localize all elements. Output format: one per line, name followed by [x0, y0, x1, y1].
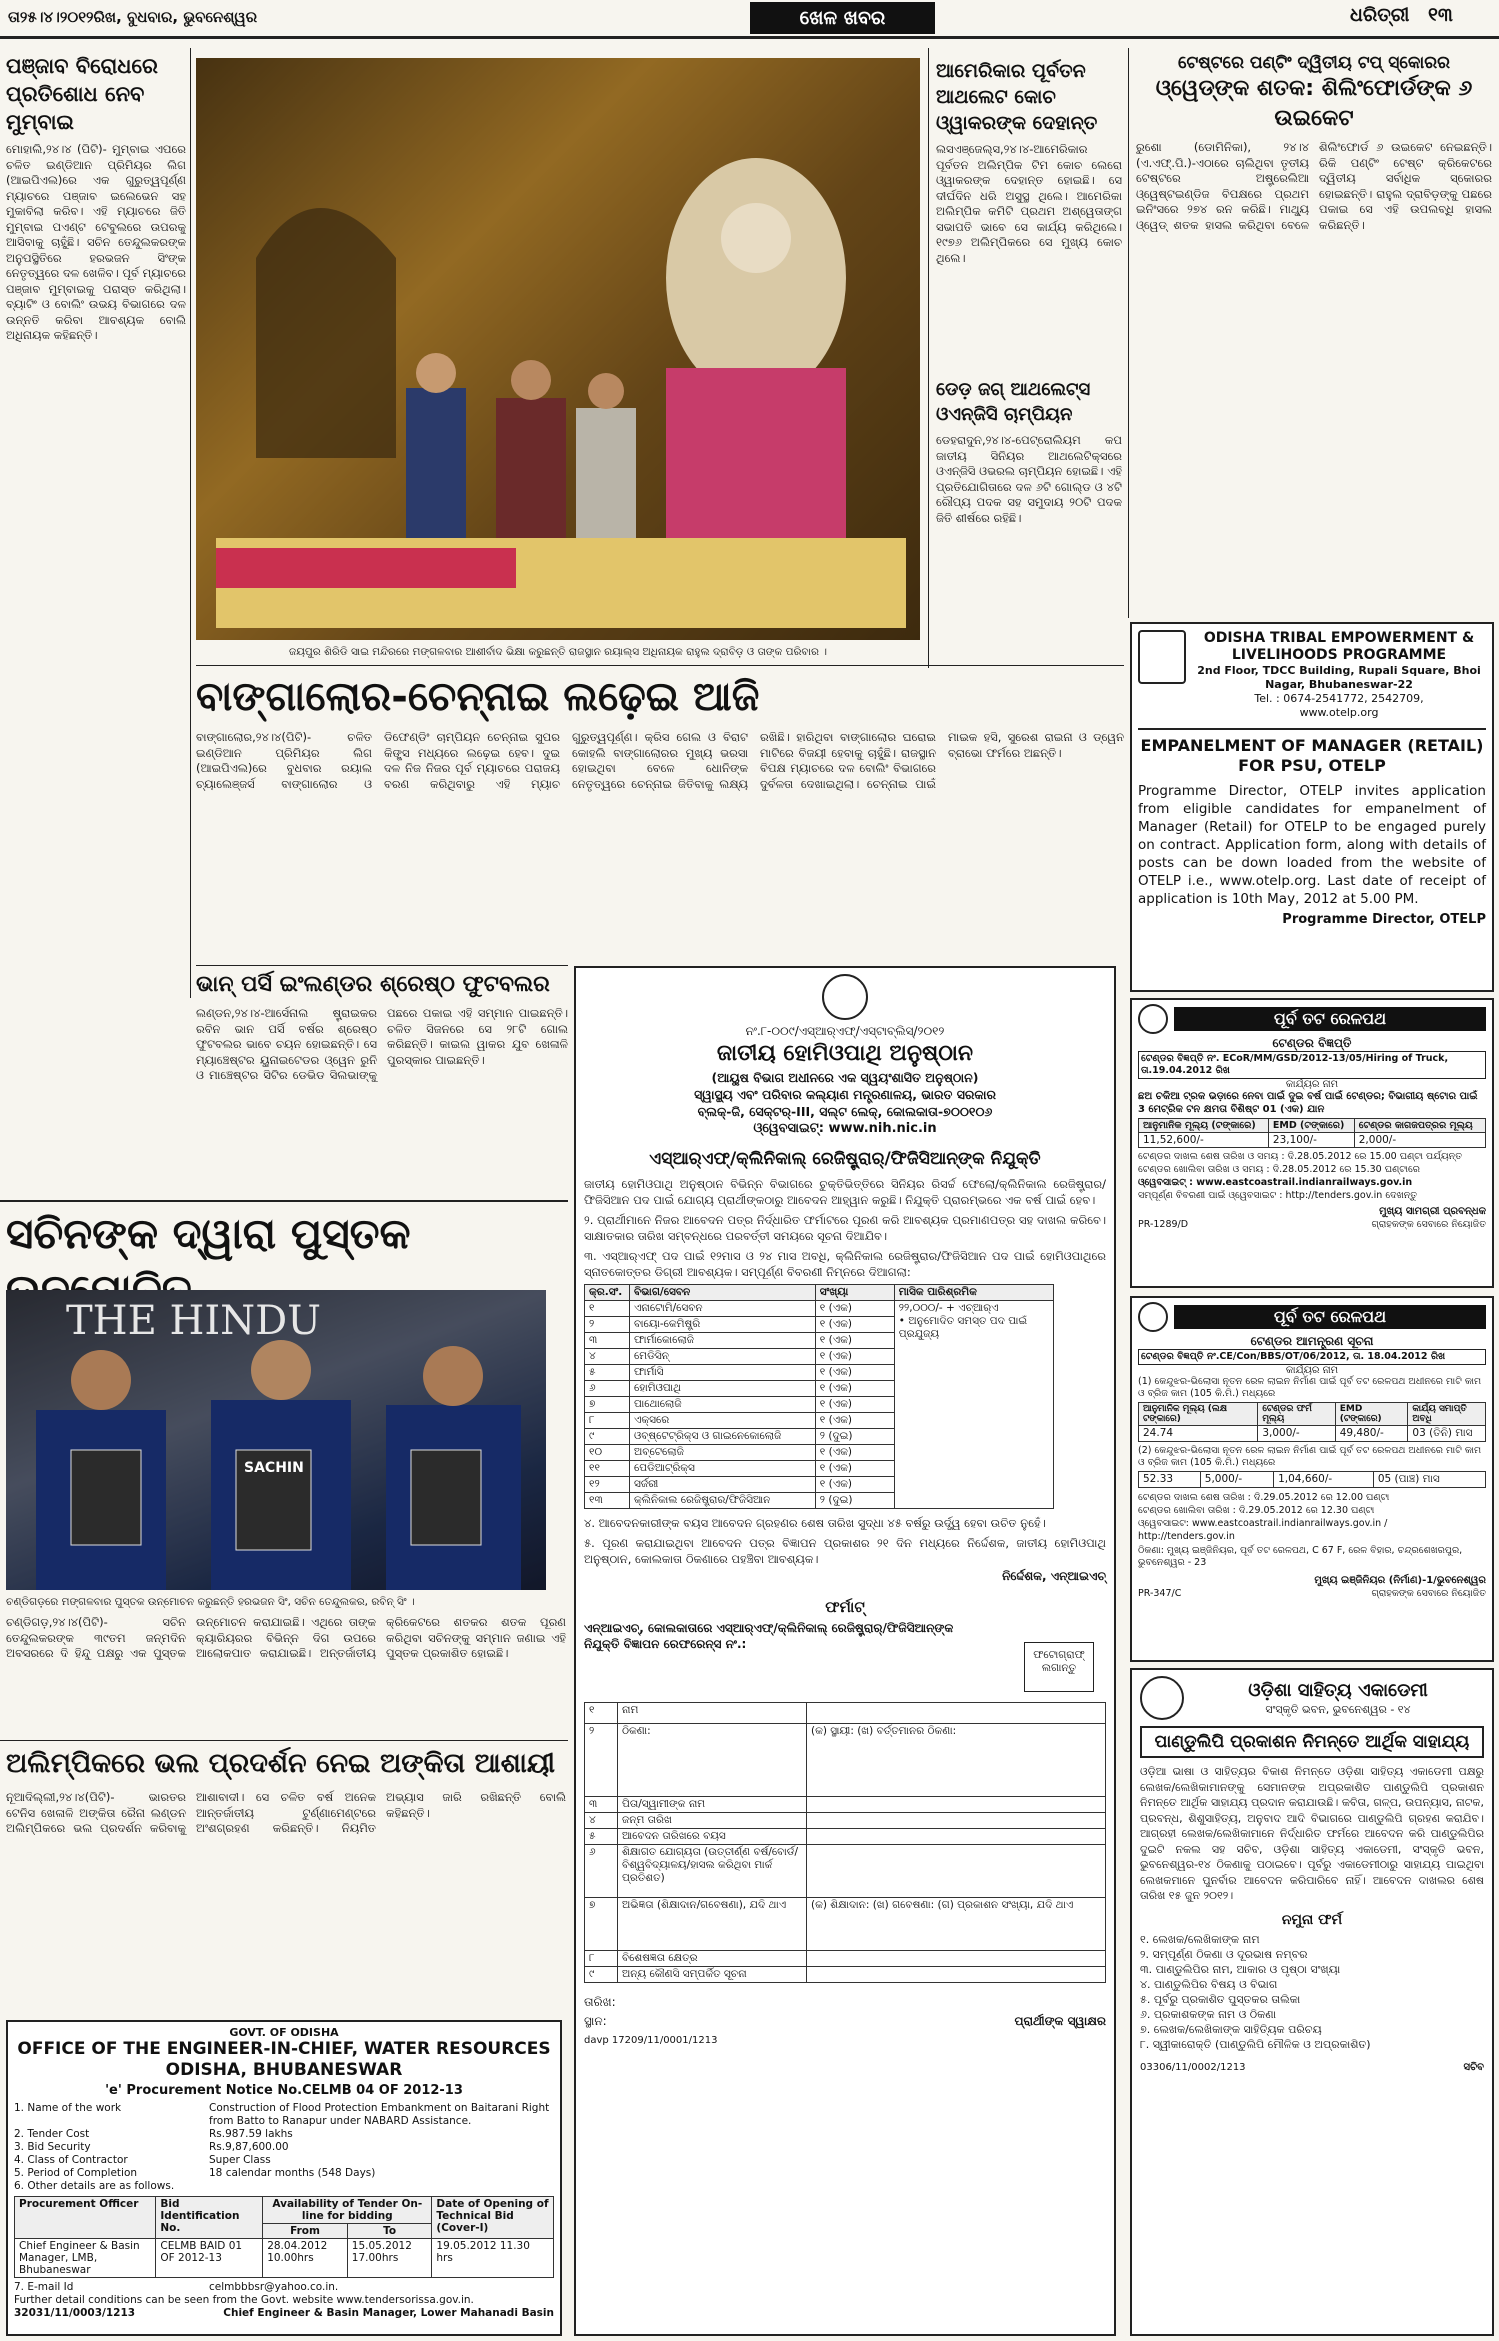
list-item: ୪. ପାଣ୍ଡୁଲିପିର ବିଷୟ ଓ ବିଭାଗ [1140, 1977, 1278, 1991]
nih-td: ଏନାଟୋମି/ସେବନ [630, 1301, 816, 1317]
nih-td: ମେଡିସିନ୍ [630, 1349, 816, 1365]
nih-para4: ୪. ଆବେଦନକାରୀଙ୍କ ବୟସ ଆବେଦନ ଗ୍ରହଣର ଶେଷ ତାରିଖ ସୁଦ୍ଧା ୪୫ ବର୍ଷରୁ ଉର୍ଦ୍ଧ୍ୱ ହେବା ଉଚିତ ନୁହେଁ। [584, 1516, 1046, 1530]
nih-td: ୨ (ଦୁଇ) [815, 1493, 894, 1509]
sahitya-address: ସଂସ୍କୃତି ଭବନ, ଭୁବନେଶ୍ୱର - ୧୪ [1265, 1703, 1411, 1716]
otelp-logo [1138, 630, 1186, 684]
book-title-text: SACHIN [244, 1460, 304, 1476]
nih-td: ୧୦ [585, 1445, 630, 1461]
nih-td: ୧ [585, 1301, 630, 1317]
wr-td: CELMB BAID 01 OF 2012-13 [156, 2239, 263, 2278]
otelp-web[interactable]: www.otelp.org [1299, 706, 1379, 719]
ecor2-line[interactable]: ଓ୍ୱେବସାଇଟ: www.eastcoastrail.indianrailways.gov.in / http://tenders.gov.in [1138, 1518, 1388, 1542]
ecor1-td: 23,100/- [1268, 1133, 1354, 1148]
table-row [1139, 1472, 1486, 1488]
list-item: ୭. ଲେଖକ/ଲେଖିକାଙ୍କ ସାହିତ୍ୟିକ ପରିଚୟ [1140, 2022, 1322, 2036]
ecor1-title: ଟେଣ୍ଡର ବିଜ୍ଞପ୍ତି [1272, 1036, 1352, 1050]
nih-intro: ଜାତୀୟ ହୋମିଓପାଥି ଅନୁଷ୍ଠାନ ବିଭିନ୍ନ ବିଭାଗରେ ଚୁକ୍ତିଭିତ୍ତିରେ ସିନିୟର ରିସର୍ଚ୍ଚ ଫେଲୋ/କ୍ଲିନିକାଲ ରେଜିଷ୍ଟ୍ରାର/ଫିଜିସିଆନ ପଦ ପାଇଁ ଯୋଗ୍ୟ ପ୍ରାର୍ଥୀଙ୍କଠାରୁ ଆବେଦନ ଆହ୍ୱାନ କରୁଛି। ନିଯୁକ୍ତି ପ୍ରାରମ୍ଭରେ ଏକ ବର୍ଷ ପାଇଁ ହେବ। [584, 1177, 1106, 1207]
ecor1-ref: ଟେଣ୍ଡର ବିଜ୍ଞପ୍ତି ନଂ. ECoR/MM/GSD/2012-13/05/Hiring of Truck, ତା.19.04.2012 ରିଖ [1138, 1051, 1486, 1079]
nih-th: ବିଭାଗ/ସେବନ [630, 1285, 816, 1301]
table-row [15, 2239, 554, 2278]
otelp-org: ODISHA TRIBAL EMPOWERMENT & LIVELIHOODS PROGRAMME [1203, 630, 1475, 663]
ecor2-td: 3,000/- [1258, 1426, 1335, 1442]
wr-td: 15.05.2012 17.00hrs [347, 2239, 432, 2278]
nih-td: ୫ [585, 1365, 630, 1381]
nih-td: ୧ (ଏକ) [815, 1365, 894, 1381]
nih-td: ୧ (ଏକ) [815, 1445, 894, 1461]
nih-th: ମାସିକ ପାରିଶ୍ରମିକ [894, 1285, 1053, 1301]
nih-td: ସର୍ଜରୀ [630, 1477, 816, 1493]
sahitya-sign: ସଚିବ [1463, 2061, 1484, 2073]
masthead-rule [0, 36, 1499, 39]
ecor1-line: ସମ୍ପୂର୍ଣ୍ଣ ବିବରଣୀ ପାଇଁ ଓ୍ୱେବସାଇଟ : http://tenders.gov.in ଦେଖନ୍ତୁ [1138, 1190, 1418, 1201]
ongc-headline: ଡେଡ଼ ଜଗ୍ ଆଥଲେଟ୍ସ ଓଏନ୍‌ଜିସି ଚାମ୍ପିୟନ [936, 379, 1091, 425]
punjab-story [6, 52, 186, 952]
nih-posts-table [584, 1284, 1054, 1509]
otelp-body: Programme Director, OTELP invites application from eligible candidates for empanelment of Manager (Retail) for OTELP to be engaged purely on contract. Application form, along with details of posts can be down loaded from the website of OTELP i.e., www.otelp.org. Last date of receipt of application is 10th May, 2012 at 5.00 PM. [1138, 783, 1486, 907]
list-item: ୧. ଲେଖକ/ଲେଖିକାଙ୍କ ନାମ [1140, 1932, 1260, 1946]
ecor2-td: 49,480/- [1335, 1426, 1408, 1442]
wr-table [14, 2196, 554, 2278]
ecor2-td: 5,000/- [1200, 1472, 1273, 1488]
nih-td: ୯ [585, 1429, 630, 1445]
ongc-body: ଡେହରାଦୁନ,୨୪।୪-ପେଟ୍ରୋଲିୟମ କପ ଜାତୀୟ ସିନିୟର ଆଥଲେଟିକ୍ସରେ ଓଏନ୍‌ଜିସି ଓଭରଲ ଚାମ୍ପିୟନ ହୋଇଛି। ଏହି ପ୍ରତିଯୋଗିତାରେ ଦଳ ୬ଟି ଗୋଲ୍ଡ ଓ ୪ଟି ରୌପ୍ୟ ପଦକ ସହ ସମୁଦାୟ ୨୦ଟି ପଦକ ଜିତି ଶୀର୍ଷରେ ରହିଛି। [936, 433, 1122, 525]
nih-salary-cell [894, 1301, 1053, 1509]
nih-emblem [822, 974, 868, 1020]
form-extra [807, 1845, 1106, 1898]
railway-logo [1138, 1004, 1168, 1034]
ecor1-td: 2,000/- [1354, 1133, 1485, 1148]
ecor2-td: 03 (ତିନି) ମାସ [1408, 1426, 1486, 1442]
wade-kicker: ଟେଷ୍ଟରେ ପଣ୍ଟିଂ ଦ୍ୱିତୀୟ ଟପ୍ ସ୍କୋରର [1177, 53, 1451, 73]
nih-td: ୧ (ଏକ) [815, 1381, 894, 1397]
nih-td: ଫାର୍ମାକୋଲୋଜି [630, 1333, 816, 1349]
table-row [1139, 1426, 1486, 1442]
wade-story [1136, 52, 1492, 612]
list-item: ୨. ସମ୍ପୂର୍ଣ୍ଣ ଠିକଣା ଓ ଦୂରଭାଷ ନମ୍ବର [1140, 1947, 1308, 1961]
ankita-body: ନୂଆଦିଲ୍ଲୀ,୨୪।୪(ପିଟି)- ଭାରତର ଟେନିସ ଖେଳାଳି ଅଙ୍କିତା ରୈନା ଲଣ୍ଡନ ଅଲିମ୍ପିକରେ ଭଲ ପ୍ରଦର୍ଶନ କରିବାକୁ ଆଶାବାଦୀ। ସେ ଚଳିତ ବର୍ଷ ଅନେକ ଆନ୍ତର୍ଜାତୀୟ ଟୁର୍ଣ୍ଣାମେଣ୍ଟରେ ଅଂଶଗ୍ରହଣ କରିଛନ୍ତି। ନିୟମିତ ଅଭ୍ୟାସ ଜାରି ରଖିଛନ୍ତି ବୋଲି କହିଛନ୍ତି। [6, 1790, 566, 1835]
otelp-address: 2nd Floor, TDCC Building, Rupali Square, Bhoi Nagar, Bhubaneswar-22 [1197, 664, 1481, 691]
ecor2-work2: (2) କେନ୍ଦୁଝର-ଭିଲୋସା ନୂତନ ରେଳ ଲାଇନ ନିର୍ମାଣ ପାଇଁ ପୂର୍ବ ତଟ ରେଳପଥ ଅଧୀନରେ ମାଟି କାମ ଓ ବ୍ରିଜ କାମ (105 କି.ମି.) ମଧ୍ୟରେ [1138, 1445, 1482, 1468]
sahitya-form-title: ନମୁନା ଫର୍ମ [1281, 1911, 1343, 1928]
temple-scene-illustration [196, 58, 920, 640]
list-item: ୬. ପ୍ରକାଶକଙ୍କ ନାମ ଓ ଠିକଣା [1140, 2007, 1277, 2021]
form-label: ଜନ୍ମ ତାରିଖ [618, 1813, 807, 1829]
col-divider [928, 48, 929, 668]
nih-td: ପାଥୋଲୋଜି [630, 1397, 816, 1413]
page-number: ୧୩ [1427, 4, 1453, 26]
ecor2-table-2 [1138, 1471, 1486, 1488]
nih-td: ୧ (ଏକ) [815, 1413, 894, 1429]
sahitya-headline: ପାଣ୍ଡୁଲିପି ପ୍ରକାଶନ ନିମନ୍ତେ ଆର୍ଥିକ ସାହାଯ୍ୟ [1140, 1726, 1484, 1758]
nih-para2: ୨. ପ୍ରାର୍ଥୀମାନେ ନିଜର ଆବେଦନ ପତ୍ର ନିର୍ଦ୍ଧାରିତ ଫର୍ମାଟରେ ପୂରଣ କରି ଆବଶ୍ୟକ ପ୍ରମାଣପତ୍ର ସହ ଦାଖଲ କରିବେ। ସାକ୍ଷାତକାର ତାରିଖ ସମ୍ବନ୍ଧରେ ପରବର୍ତ୍ତୀ ସମୟରେ ସୂଚନା ଦିଆଯିବ। [584, 1213, 1106, 1243]
wr-th-sub: To [347, 2224, 432, 2239]
nih-format-sub: ଏନ୍‌ଆଇଏଚ୍, କୋଲକାତାରେ ଏସ୍‌ଆର୍‌ଏଫ୍/କ୍ଲିନିକାଲ୍ ରେଜିଷ୍ଟ୍ରାର୍/ଫିଜିସିଆନ୍‌ଙ୍କ ନିଯୁକ୍ତି ବିଜ୍ଞାପନ ରେଫରେନ୍ସ ନଂ.: [584, 1621, 954, 1651]
otelp-sign: Programme Director, OTELP [1282, 912, 1486, 927]
form-no: ୪ [585, 1813, 618, 1829]
wr-th: Date of Opening of Technical Bid (Cover-I) [432, 2197, 554, 2239]
nih-td: ୧ (ଏକ) [815, 1461, 894, 1477]
nih-td: ହୋମିଓପାଥି [630, 1381, 816, 1397]
table-row [585, 1829, 1106, 1845]
nih-salary-note: • ଅନୁମୋଦିତ ସମସ୍ତ ପଦ ପାଇଁ ପ୍ରଯୁଜ୍ୟ [898, 1315, 1028, 1340]
nih-td: ୨ (ଦୁଇ) [815, 1429, 894, 1445]
wr-further: Further detail conditions can be seen from the Govt. website www.tendersorissa.gov.in. [14, 2294, 474, 2306]
list-item: ୩. ପାଣ୍ଡୁଲିପିର ନାମ, ଆକାର ଓ ପୃଷ୍ଠା ସଂଖ୍ୟା [1140, 1962, 1341, 1976]
bangalore-body: ବାଙ୍ଗାଲୋର,୨୪।୪(ପିଟି)- ଚଳିତ ଇଣ୍ଡିଆନ ପ୍ରିମିୟର ଲିଗ (ଆଇପିଏଲ)ରେ ବୁଧବାର ରୟାଲ ଚ୍ୟାଲେଞ୍ଜର୍ସ ବାଙ୍ଗାଲୋର ଓ ଡିଫେଣ୍ଡିଂ ଚାମ୍ପିୟନ ଚେନ୍ନାଇ ସୁପର କିଙ୍ଗ୍ସ ମଧ୍ୟରେ ଲଢ଼େଇ ହେବ। ଦୁଇ ଦଳ ନିଜ ନିଜର ପୂର୍ବ ମ୍ୟାଚରେ ପରାଜୟ ବରଣ କରିଥିବାରୁ ଏହି ମ୍ୟାଚ ଗୁରୁତ୍ୱପୂର୍ଣ୍ଣ। କ୍ରିସ ଗେଲ ଓ ବିରାଟ କୋହଲି ବାଙ୍ଗାଲୋରର ମୁଖ୍ୟ ଭରସା ହୋଇଥିବା ବେଳେ ଧୋନିଙ୍କ ନେତୃତ୍ୱରେ ଚେନ୍ନାଇ ଜିତିବାକୁ ଲକ୍ଷ୍ୟ ରଖିଛି। ହାରିଥିବା ବାଙ୍ଗାଲୋର ଘରୋଇ ମାଟିରେ ବିଜୟୀ ହେବାକୁ ଚାହୁଁଛି। ରାଜସ୍ଥାନ ବିପକ୍ଷ ମ୍ୟାଚରେ ଦଳ ବୋଲିଂ ବିଭାଗରେ ଦୁର୍ବଳତା ଦେଖାଇଥିଲା। ଚେନ୍ନାଇ ପାଇଁ ମାଇକ ହସି, ସୁରେଶ ରାଇନା ଓ ଡ୍ୱେନ ବ୍ରାଭୋ ଫର୍ମରେ ଅଛନ୍ତି। [196, 730, 1124, 791]
sahitya-body: ଓଡ଼ିଆ ଭାଷା ଓ ସାହିତ୍ୟର ବିକାଶ ନିମନ୍ତେ ଓଡ଼ିଶା ସାହିତ୍ୟ ଏକାଡେମୀ ପକ୍ଷରୁ ଲେଖକ/ଲେଖିକାମାନଙ୍କୁ ସେମାନଙ୍କ ଅପ୍ରକାଶିତ ପାଣ୍ଡୁଲିପି ପ୍ରକାଶନ ନିମନ୍ତେ ଆର୍ଥିକ ସାହାଯ୍ୟ ପ୍ରଦାନ କରାଯାଉଛି। କବିତା, ଗଳ୍ପ, ଉପନ୍ୟାସ, ନାଟକ, ପ୍ରବନ୍ଧ, ଶିଶୁସାହିତ୍ୟ, ଅନୁବାଦ ଆଦି ବିଭାଗରେ ପାଣ୍ଡୁଲିପି ଗ୍ରହଣ କରାଯିବ। ଆଗ୍ରହୀ ଲେଖକ/ଲେଖିକାମାନେ ନିର୍ଦ୍ଧାରିତ ଫର୍ମରେ ଆବେଦନ କରି ପାଣ୍ଡୁଲିପିର ଦୁଇଟି ନକଲ ସହ ସଚିବ, ଓଡ଼ିଶା ସାହିତ୍ୟ ଏକାଡେମୀ, ସଂସ୍କୃତି ଭବନ, ଭୁବନେଶ୍ୱର-୧୪ ଠିକଣାକୁ ପଠାଇବେ। ପୂର୍ବରୁ ଏକାଡେମୀଠାରୁ ସାହାଯ୍ୟ ପାଇଥିବା ଲେଖକମାନେ ପୁନର୍ବାର ଆବେଦନ କରିପାରିବେ ନାହିଁ। ଆବେଦନ ଦାଖଲର ଶେଷ ତାରିଖ ୧୫ ଜୁନ ୨୦୧୨। [1140, 1765, 1484, 1902]
ecor1-td: 11,52,600/- [1139, 1133, 1269, 1148]
table-row [585, 1813, 1106, 1829]
form-no: ୫ [585, 1829, 618, 1845]
form-extra [807, 1951, 1106, 1967]
form-label: ପିତା/ସ୍ୱାମୀଙ୍କ ନାମ [618, 1797, 807, 1813]
ecor2-td: 1,04,660/- [1274, 1472, 1374, 1488]
wr-item-value: 18 calendar months (548 Days) [209, 2167, 376, 2179]
wr-item-label: 6. Other details are as follows. [14, 2180, 175, 2192]
nih-signature: ପ୍ରାର୍ଥୀଙ୍କ ସ୍ୱାକ୍ଷର [1014, 2014, 1106, 2028]
nih-td: ୧୩ [585, 1493, 630, 1509]
nih-td: ଅବ୍‌ଟେଲୋଜି [630, 1445, 816, 1461]
form-no: ୩ [585, 1797, 618, 1813]
nih-td: ପେଡିଆଟ୍ରିକ୍ସ [630, 1461, 816, 1477]
col-divider [1128, 48, 1129, 618]
otelp-title: EMPANELMENT OF MANAGER (RETAIL) FOR PSU, OTELP [1138, 728, 1486, 776]
form-label: ଶିକ୍ଷାଗତ ଯୋଗ୍ୟତା (ଉତ୍ତୀର୍ଣ୍ଣ ବର୍ଷ/ବୋର୍ଡ/ବିଶ୍ୱବିଦ୍ୟାଳୟ/ହାସଲ କରିଥିବା ମାର୍କ ପ୍ରତିଶତ) [618, 1845, 807, 1898]
table-row [585, 1951, 1106, 1967]
nih-th: କ୍ର.ସଂ. [585, 1285, 630, 1301]
col-divider [190, 48, 191, 998]
ecor2-pr: PR-347/C [1138, 1588, 1182, 1599]
table-row [585, 1845, 1106, 1898]
wr-items [14, 2102, 554, 2193]
ecor2-work1: (1) କେନ୍ଦୁଝର-ଭିଲୋସା ନୂତନ ରେଳ ଲାଇନ ନିର୍ମାଣ ପାଇଁ ପୂର୍ବ ତଟ ରେଳପଥ ଅଧୀନରେ ମାଟି କାମ ଓ ବ୍ରିଜ କାମ (105 କି.ମି.) ମଧ୍ୟରେ [1138, 1376, 1482, 1399]
ecor-tender-2 [1130, 1296, 1494, 1662]
nih-para3: ୩. ଏସ୍‌ଆର୍‌ଏଫ୍ ପଦ ପାଇଁ ୧୨ମାସ ଓ ୨୪ ମାସ ଅବଧି, କ୍ଲିନିକାଲ ରେଜିଷ୍ଟ୍ରାର/ଫିଜିସିଆନ ପଦ ପାଇଁ ହୋମିଓପାଥିରେ ସ୍ନାତକୋତ୍ତର ଡିଗ୍ରୀ ଆବଶ୍ୟକ। ସମ୍ପୂର୍ଣ୍ଣ ବିବରଣୀ ନିମ୍ନରେ ଦିଆଗଲା: [584, 1249, 1106, 1279]
ecor1-line: ଟେଣ୍ଡର ଦାଖଲ ଶେଷ ତାରିଖ ଓ ସମୟ : ଦି.28.05.2012 ରେ 15.00 ଘଣ୍ଟା ପର୍ଯ୍ୟନ୍ତ [1138, 1151, 1462, 1162]
form-label: ବିଶେଷଜ୍ଞତା କ୍ଷେତ୍ର [618, 1951, 807, 1967]
ecor-tender-1 [1130, 998, 1494, 1288]
nih-davp: davp 17209/11/0001/1213 [584, 2035, 718, 2046]
us-coach-body: ଲସଏଞ୍ଜେଲ୍ସ,୨୪।୪-ଆମେରିକାର ପୂର୍ବତନ ଅଲିମ୍ପିକ ଟିମ କୋଚ ଲେରୋ ଓ୍ୱାକରଙ୍କ ଦେହାନ୍ତ ହୋଇଛି। ସେ ଦୀର୍ଘଦିନ ଧରି ଅସୁସ୍ଥ ଥିଲେ। ଆମେରିକା ଅଲିମ୍ପିକ କମିଟି ପ୍ରଥମ ଅଶ୍ୱେତାଙ୍ଗ ସଭାପତି ଭାବେ ସେ କାର୍ଯ୍ୟ କରିଥିଲେ। ୧୯୭୬ ଅଲିମ୍ପିକରେ ସେ ମୁଖ୍ୟ କୋଚ ଥିଲେ। [936, 142, 1122, 265]
date-line: ତା୨୫।୪।୨୦୧୨ରିଖ, ବୁଧବାର, ଭୁବନେଶ୍ୱର [8, 8, 258, 26]
section-rule [196, 965, 568, 966]
table-row [585, 1724, 1106, 1797]
nih-td: ଓବ୍‌ଷ୍ଟେଟ୍ରିକ୍ସ ଓ ଗାଇନେକୋଲୋଜି [630, 1429, 816, 1445]
sahitya-org: ଓଡ଼ିଶା ସାହିତ୍ୟ ଏକାଡେମୀ [1248, 1680, 1428, 1701]
nih-ref-no: ନଂ.୮-୦୦୯/ଏସ୍‌ଆର୍‌ଏଫ୍/ଏସ୍ଟାବ୍ଲିସ୍/୨୦୧୨ [745, 1024, 945, 1038]
nih-td: ଫାର୍ମାସି [630, 1365, 816, 1381]
form-label: ଠିକଣା: [618, 1724, 807, 1797]
sachin-book-photo [6, 1290, 546, 1590]
nih-td: ୧ (ଏକ) [815, 1333, 894, 1349]
wr-notice: 'e' Procurement Notice No.CELMB 04 OF 2012-13 [105, 2083, 463, 2098]
form-extra [807, 1967, 1106, 1983]
form-no: ୬ [585, 1845, 618, 1898]
nih-td: ୪ [585, 1349, 630, 1365]
nih-td: ୭ [585, 1397, 630, 1413]
nih-td: କ୍ଲିନିକାଲ ରେଜିଷ୍ଟ୍ରାର/ଫିଜିସିଆନ [630, 1493, 816, 1509]
wr-email-label: 7. E-mail Id [14, 2281, 74, 2293]
wr-item-label: 2. Tender Cost [14, 2128, 90, 2140]
ecor2-th: କାର୍ଯ୍ୟ ସମାପ୍ତି ଅବଧି [1408, 1403, 1486, 1426]
nih-director: ନିର୍ଦ୍ଦେଶକ, ଏନ୍‌ଆଇଏଚ୍ [1002, 1569, 1106, 1583]
table-row [585, 1898, 1106, 1951]
sahitya-ref: 03306/11/0002/1213 [1140, 2061, 1246, 2073]
ecor2-address: ଠିକଣା: ମୁଖ୍ୟ ଇଞ୍ଜିନିୟର, ପୂର୍ବ ତଟ ରେଳପଥ, C 67 F, ରେଳ ବିହାର, ଚନ୍ଦ୍ରଶେଖରପୁର, ଭୁବନେଶ୍ୱର - 23 [1138, 1545, 1463, 1568]
ecor2-ref: ଟେଣ୍ଡର ବିଜ୍ଞପ୍ତି ନଂ.CE/Con/BBS/OT/06/2012, ତା. 18.04.2012 ରିଖ [1138, 1349, 1486, 1365]
sachin-caption: ଚଣ୍ଡିଗଡ଼ରେ ମଙ୍ଗଳବାର ପୁସ୍ତକ ଉନ୍ମୋଚନ କରୁଛନ୍ତି ହରଭଜନ ସିଂ, ସଚିନ ତେନ୍ଦୁଲକର, ରବିନ୍ ସିଂ । [6, 1596, 415, 1608]
ankita-headline: ଅଲିମ୍ପିକରେ ଭଲ ପ୍ରଦର୍ଶନ ନେଇ ଅଙ୍କିତା ଆଶାୟୀ [6, 1748, 556, 1779]
list-item: ୫. ପୂର୍ବରୁ ପ୍ରକାଶିତ ପୁସ୍ତକର ତାଲିକା [1140, 1992, 1301, 2006]
akademi-logo [1140, 1676, 1184, 1720]
table-row [585, 1301, 1054, 1317]
nih-td: ୨ [585, 1317, 630, 1333]
section-rule [0, 1740, 568, 1741]
van-persie-headline: ଭାନ୍ ପର୍ସି ଇଂଲଣ୍ଡର ଶ୍ରେଷ୍ଠ ଫୁଟବଲର [196, 972, 550, 997]
form-label: ଅନ୍ୟ କୌଣସି ସମ୍ପର୍କିତ ସୂଚନା [618, 1967, 807, 1983]
nih-td: ୧ (ଏକ) [815, 1301, 894, 1317]
otelp-advert [1130, 622, 1494, 992]
nih-td: ୩ [585, 1333, 630, 1349]
form-extra [807, 1829, 1106, 1845]
wr-item-value: Rs.987.59 lakhs [209, 2128, 293, 2140]
wr-item-label: 1. Name of the work [14, 2102, 122, 2114]
table-row [585, 1797, 1106, 1813]
photo-banner-text: THE HINDU [66, 1298, 321, 1344]
us-coach-story [936, 58, 1122, 668]
form-extra [807, 1797, 1106, 1813]
form-no: ୯ [585, 1967, 618, 1983]
ecor1-th: ଆନୁମାନିକ ମୂଲ୍ୟ (ଟଙ୍କାରେ) [1139, 1119, 1269, 1133]
ecor1-footer: ଗ୍ରାହକଙ୍କ ସେବାରେ ନିୟୋଜିତ [1371, 1219, 1486, 1230]
ecor1-header: ପୂର୍ବ ତଟ ରେଳପଥ [1174, 1007, 1486, 1031]
paper-title: ଧରିତ୍ରୀ [1350, 4, 1410, 26]
wr-th: Procurement Officer [15, 2197, 156, 2239]
nih-para5: ୫. ପୂରଣ କରାଯାଇଥିବା ଆବେଦନ ପତ୍ର ବିଜ୍ଞାପନ ପ୍ରକାଶର ୨୧ ଦିନ ମଧ୍ୟରେ ନିର୍ଦ୍ଦେଶକ, ଜାତୀୟ ହୋମିଓପାଥି ଅନୁଷ୍ଠାନ, କୋଲକାତା ଠିକଣାରେ ପହଞ୍ଚିବା ଆବଶ୍ୟକ। [584, 1536, 1106, 1566]
list-item: ୮. ସ୍ୱୀକାରୋକ୍ତି (ପାଣ୍ଡୁଲିପି ମୌଳିକ ଓ ଅପ୍ରକାଶିତ) [1140, 2037, 1371, 2051]
wr-office: OFFICE OF THE ENGINEER-IN-CHIEF, WATER RESOURCES [17, 2039, 551, 2059]
form-no: ୮ [585, 1951, 618, 1967]
railway-logo [1138, 1302, 1168, 1332]
shirdi-temple-photo [196, 58, 920, 640]
ecor1-work-label: କାର୍ଯ୍ୟର ନାମ [1285, 1079, 1339, 1090]
ecor2-table-1 [1138, 1402, 1486, 1442]
sahitya-form-list [1140, 1932, 1484, 2052]
ecor2-sign: ମୁଖ୍ୟ ଇଞ୍ଜିନିୟର (ନିର୍ମାଣ)-1/ଭୁବନେଶ୍ୱର [1314, 1575, 1486, 1586]
bangalore-headline: ବାଙ୍ଗାଲୋର-ଚେନ୍ନାଇ ଲଢ଼େଇ ଆଜି [196, 674, 760, 720]
nih-td: ୧ (ଏକ) [815, 1477, 894, 1493]
punjab-body: ମୋହାଲି,୨୪।୪ (ପିଟି)- ମୁମ୍ବାଇ ଏପରେ ଚଳିତ ଇଣ୍ଡିଆନ ପ୍ରିମିୟର ଲିଗ (ଆଇପିଏଲ)ରେ ଏକ ଗୁରୁତ୍ୱପୂର୍ଣ୍ଣ ମ୍ୟାଚରେ ପଞ୍ଜାବ ଇଲେଭେନ ସହ ମୁକାବିଲା କରିବ। ଏହି ମ୍ୟାଚରେ ଜିତି ମୁମ୍ବାଇ ପଏଣ୍ଟ ଟେବୁଲରେ ଉପରକୁ ଆସିବାକୁ ଚାହୁଁଛି। ସଚିନ ତେନ୍ଦୁଲକରଙ୍କ ଅନୁପସ୍ଥିତିରେ ହରଭଜନ ସିଂଙ୍କ ନେତୃତ୍ୱରେ ଦଳ ଖେଳିବ। ପୂର୍ବ ମ୍ୟାଚରେ ପଞ୍ଜାବ ମୁମ୍ବାଇକୁ ପରାସ୍ତ କରିଥିଲା। ବ୍ୟାଟିଂ ଓ ବୋଲିଂ ଉଭୟ ବିଭାଗରେ ଦଳ ଉନ୍ନତି କରିବା ଆବଶ୍ୟକ ବୋଲି ଅଧିନାୟକ କହିଛନ୍ତି। [6, 142, 186, 342]
nih-td: ୧ (ଏକ) [815, 1317, 894, 1333]
form-label: ଅଭିଜ୍ଞତା (ଶିକ୍ଷାଦାନ/ଗବେଷଣା), ଯଦି ଥାଏ [618, 1898, 807, 1951]
wr-place: ODISHA, BHUBANESWAR [165, 2060, 403, 2080]
wr-ref: 32031/11/0003/1213 [14, 2307, 136, 2319]
table-row [585, 1703, 1106, 1724]
nih-place-label: ସ୍ଥାନ: [584, 2014, 607, 2028]
nih-format-title: ଫର୍ମାଟ୍ [825, 1598, 865, 1616]
ecor1-pr: PR-1289/D [1138, 1219, 1189, 1230]
form-no: ୭ [585, 1898, 618, 1951]
wr-item-value: Construction of Flood Protection Embankment on Baitarani Right from Batto to Ranapur under NABARD Assistance. [209, 2102, 550, 2127]
ecor1-line[interactable]: ଓ୍ୱେବସାଇଟ୍ : www.eastcoastrail.indianrailways.gov.in [1138, 1177, 1413, 1188]
nih-td: ୧୧ [585, 1461, 630, 1477]
nih-th: ସଂଖ୍ୟା [815, 1285, 894, 1301]
form-no: ୧ [585, 1703, 618, 1724]
section-title: ଖେଳ ଖବର [750, 2, 935, 34]
ecor2-line: ଟେଣ୍ଡର ଖୋଲିବା ତାରିଖ : ଦି.29.05.2012 ରେ 12.30 ଘଣ୍ଟା [1138, 1505, 1375, 1516]
wr-sign: Chief Engineer & Basin Manager, Lower Mahanadi Basin [223, 2307, 554, 2319]
punjab-headline: ପଞ୍ଜାବ ବିରୋଧରେ ପ୍ରତିଶୋଧ ନେବ ମୁମ୍ବାଇ [6, 54, 158, 134]
nih-title: ଜାତୀୟ ହୋମିଓପାଥି ଅନୁଷ୍ଠାନ [716, 1041, 974, 1066]
form-extra: (କ) ସ୍ଥାୟୀ: (ଖ) ବର୍ତ୍ତମାନର ଠିକଣା: [807, 1724, 1106, 1797]
wr-item-label: 3. Bid Security [14, 2141, 91, 2153]
wr-govt: GOVT. OF ODISHA [229, 2026, 339, 2039]
wr-th: Bid Identification No. [156, 2197, 263, 2239]
nih-td: ଏକ୍ସରେ [630, 1413, 816, 1429]
ecor2-td: 05 (ପାଞ୍ଚ) ମାସ [1373, 1472, 1485, 1488]
nih-td: ୬ [585, 1381, 630, 1397]
wr-email[interactable]: celmbbbsr@yahoo.co.in. [209, 2281, 339, 2293]
nih-website[interactable]: ଓ୍ୱେବସାଇଟ୍: www.nih.nic.in [753, 1121, 937, 1136]
photo-box: ଫଟୋଗ୍ରାଫ୍ ଲଗାନ୍ତୁ [1024, 1642, 1094, 1692]
form-label: ନାମ [618, 1703, 807, 1724]
nih-sub1: (ଆୟୁଷ ବିଭାଗ ଅଧୀନରେ ଏକ ସ୍ୱୟଂଶାସିତ ଅନୁଷ୍ଠାନ) [711, 1070, 979, 1085]
wr-item-value: Super Class [209, 2154, 271, 2166]
ecor2-work-label: କାର୍ଯ୍ୟର ନାମ [1285, 1365, 1339, 1376]
wr-item-value: Rs.9,87,600.00 [209, 2141, 289, 2153]
section-rule [0, 1200, 568, 1202]
sahitya-akademi-advert [1130, 1668, 1494, 2336]
wr-item-label: 4. Class of Contractor [14, 2154, 128, 2166]
form-extra [807, 1703, 1106, 1724]
us-coach-headline: ଆମେରିକାର ପୂର୍ବତନ ଆଥଲେଟ କୋଚ ଓ୍ୱାକରଙ୍କ ଦେହାନ୍ତ [936, 60, 1098, 134]
nih-form-table [584, 1702, 1106, 1983]
ecor2-line: ଟେଣ୍ଡର ଦାଖଲ ଶେଷ ତାରିଖ : ଦି.29.05.2012 ରେ 12.00 ଘଣ୍ଟା [1138, 1492, 1390, 1503]
wr-th-sub: From [263, 2224, 348, 2239]
ecor2-th: EMD (ଟଙ୍କାରେ) [1335, 1403, 1408, 1426]
form-no: ୨ [585, 1724, 618, 1797]
nih-td: ୧୨ [585, 1477, 630, 1493]
form-extra: (କ) ଶିକ୍ଷାଦାନ: (ଖ) ଗବେଷଣା: (ଗ) ପ୍ରକାଶନ ସଂଖ୍ୟା, ଯଦି ଥାଏ [807, 1898, 1106, 1951]
ecor1-th: ଟେଣ୍ଡର କାଗଜପତ୍ରର ମୂଲ୍ୟ [1354, 1119, 1485, 1133]
ecor2-th: ଆନୁମାନିକ ମୂଲ୍ୟ (ଲକ୍ଷ ଟଙ୍କାରେ) [1139, 1403, 1258, 1426]
table-row [585, 1967, 1106, 1983]
ecor2-th: ଟେଣ୍ଡର ଫର୍ମ ମୂଲ୍ୟ [1258, 1403, 1335, 1426]
nih-td: ୮ [585, 1413, 630, 1429]
nih-td: ବାୟୋ-କେମିଷ୍ଟ୍ରି [630, 1317, 816, 1333]
wr-td: 28.04.2012 10.00hrs [263, 2239, 348, 2278]
nih-sub3: ବ୍ଲକ୍-ଜି, ସେକ୍ଟର୍-III, ସଲ୍ଟ ଲେକ୍, କୋଲକାତା-୭୦୦୧୦୬ [697, 1104, 993, 1119]
otelp-tel: Tel. : 0674-2541772, 2542709, [1254, 692, 1424, 705]
water-resources-tender [6, 2020, 562, 2336]
ecor2-title: ଟେଣ୍ଡର ଆମନ୍ତ୍ରଣ ସୂଚନା [1250, 1334, 1374, 1348]
masthead [0, 0, 1499, 36]
nih-td: ୧ (ଏକ) [815, 1397, 894, 1413]
ecor2-td: 24.74 [1139, 1426, 1258, 1442]
table-row [1139, 1133, 1486, 1148]
van-persie-body: ଲଣ୍ଡନ,୨୪।୪-ଆର୍ସେନାଲ ଷ୍ଟ୍ରାଇକର ରବିନ ଭାନ ପର୍ସି ବର୍ଷର ଶ୍ରେଷ୍ଠ ଫୁଟବଲର ଭାବେ ଚୟନ ହୋଇଛନ୍ତି। ସେ ମ୍ୟାଞ୍ଚେଷ୍ଟର ୟୁନାଇଟେଡର ଓ୍ୱେନ ରୁନି ଓ ମାଞ୍ଚେଷ୍ଟର ସିଟିର ଡେଭିଡ ସିଲଭାଙ୍କୁ ପଛରେ ପକାଇ ଏହି ସମ୍ମାନ ପାଇଛନ୍ତି। ଚଳିତ ସିଜନରେ ସେ ୨୮ଟି ଗୋଲ କରିଛନ୍ତି। କାଇଲ ୱାକର ଯୁବ ଖେଳାଳି ପୁରସ୍କାର ପାଇଛନ୍ତି। [196, 1006, 568, 1082]
paper-name [1350, 4, 1453, 26]
wade-body: ରୁଶୋ (ଡୋମିନିକା), ୨୪।୪ (ଏ.ଏଫ୍.ପି.)-ଏଠାରେ ଚାଲିଥିବା ତୃତୀୟ ଟେଷ୍ଟରେ ଅଷ୍ଟ୍ରେଲିଆ ଓ୍ୱେଷ୍ଟଇଣ୍ଡିଜ ବିପକ୍ଷରେ ପ୍ରଥମ ଇନିଂସରେ ୨୭୪ ରନ କରିଛି। ମାଥ୍ୟୁ ଓ୍ୱେଡ୍ ଶତକ ହାସଲ କରିଥିବା ବେଳେ ଶିଲିଂଫୋର୍ଡ ୬ ଉଇକେଟ ନେଇଛନ୍ତି। ରିକି ପଣ୍ଟିଂ ଟେଷ୍ଟ କ୍ରିକେଟରେ ଦ୍ୱିତୀୟ ସର୍ବାଧିକ ସ୍କୋରର ହୋଇଛନ୍ତି। ରାହୁଲ ଦ୍ରାବିଡ଼ଙ୍କୁ ପଛରେ ପକାଇ ସେ ଏହି ଉପଲବ୍ଧି ହାସଲ କରିଛନ୍ତି। [1136, 140, 1492, 232]
form-label: ଆବେଦନ ତାରିଖରେ ବୟସ [618, 1829, 807, 1845]
nih-heading: ଏସ୍‌ଆର୍‌ଏଫ୍/କ୍ଲିନିକାଲ୍ ରେଜିଷ୍ଟ୍ରାର୍/ଫିଜିସିଆନ୍‌ଙ୍କ ନିଯୁକ୍ତି [649, 1149, 1041, 1169]
nih-sub2: ସ୍ୱାସ୍ଥ୍ୟ ଏବଂ ପରିବାର କଲ୍ୟାଣ ମନ୍ତ୍ରଣାଳୟ, ଭାରତ ସରକାର [694, 1087, 996, 1102]
ecor1-work: ଛଅ ଚକିଆ ଟ୍ରକ ଭଡ଼ାରେ ନେବା ପାଇଁ ଦୁଇ ବର୍ଷ ପାଇଁ ଟେଣ୍ଡର; ବିଭାଗୀୟ ଷ୍ଟୋର ପାଇଁ 3 ମେଟ୍ରିକ ଟନ କ୍ଷମତା ବିଶିଷ୍ଟ 01 (ଏକ) ଯାନ [1138, 1091, 1478, 1115]
ecor1-table [1138, 1118, 1486, 1148]
ecor1-line: ଟେଣ୍ଡର ଖୋଲିବା ତାରିଖ ଓ ସମୟ : ଦି.28.05.2012 ରେ 15.30 ଘଣ୍ଟାରେ [1138, 1164, 1420, 1175]
ecor2-header: ପୂର୍ବ ତଟ ରେଳପଥ [1174, 1305, 1486, 1329]
nih-td: ୧ (ଏକ) [815, 1349, 894, 1365]
wr-item-label: 5. Period of Completion [14, 2167, 138, 2179]
section-rule [196, 665, 1124, 666]
sachin-body: ଚଣ୍ଡିଗଡ଼,୨୪।୪(ପିଟି)- ସଚିନ ତେନ୍ଦୁଲକରଙ୍କ ୩୯ତମ ଜନ୍ମଦିନ ଅବସରରେ ଦି ହିନ୍ଦୁ ପକ୍ଷରୁ ଏକ ପୁସ୍ତକ ଉନ୍ମୋଚନ କରାଯାଇଛି। ଏଥିରେ ତାଙ୍କ କ୍ୟାରିୟରର ବିଭିନ୍ନ ଦିଗ ଉପରେ ଆଲୋକପାତ କରାଯାଇଛି। ଅନ୍ତର୍ଜାତୀୟ କ୍ରିକେଟରେ ଶତକର ଶତକ ପୂରଣ କରିଥିବା ସଚିନଙ୍କୁ ସମ୍ମାନ ଜଣାଇ ଏହି ପୁସ୍ତକ ପ୍ରକାଶିତ ହୋଇଛି। [6, 1615, 566, 1660]
ecor2-footer: ଗ୍ରାହକଙ୍କ ସେବାରେ ନିୟୋଜିତ [1371, 1588, 1486, 1599]
form-extra [807, 1813, 1106, 1829]
nih-date-label: ତାରିଖ: [584, 1995, 616, 2009]
wade-headline: ଓ୍ୱେଡ୍‌ଙ୍କ ଶତକ: ଶିଲିଂଫୋର୍ଡଙ୍କ ୬ ଉଇକେଟ [1155, 76, 1473, 131]
wr-td: Chief Engineer & Basin Manager, LMB, Bhubaneswar [15, 2239, 156, 2278]
wr-th: Availability of Tender On-line for bidding [263, 2197, 432, 2224]
sachin-headline: ସଚିନଙ୍କ ଦ୍ୱାରା ପୁସ୍ତକ [6, 1209, 411, 1258]
wr-td: 19.05.2012 11.30 hrs [432, 2239, 554, 2278]
ecor1-sign: ମୁଖ୍ୟ ସାମଗ୍ରୀ ପ୍ରବନ୍ଧକ [1379, 1206, 1486, 1217]
nih-advert [574, 966, 1116, 2336]
photo1-caption: ଜୟପୁର ଶିରିଡି ସାଇ ମନ୍ଦିରରେ ମଙ୍ଗଳବାର ଆଶୀର୍ବାଦ ଭିକ୍ଷା କରୁଛନ୍ତି ରାଜସ୍ଥାନ ରୟାଲ୍ସ ଅଧିନାୟକ ରାହୁଲ ଦ୍ରାବିଡ଼ ଓ ତାଙ୍କ ପରିବାର । [289, 646, 827, 658]
nih-salary: ୨୨,୦୦୦/- + ଏଚ୍‌ଆର୍‌ଏ [898, 1302, 999, 1314]
ecor2-td: 52.33 [1139, 1472, 1201, 1488]
ecor1-th: EMD (ଟଙ୍କାରେ) [1268, 1119, 1354, 1133]
